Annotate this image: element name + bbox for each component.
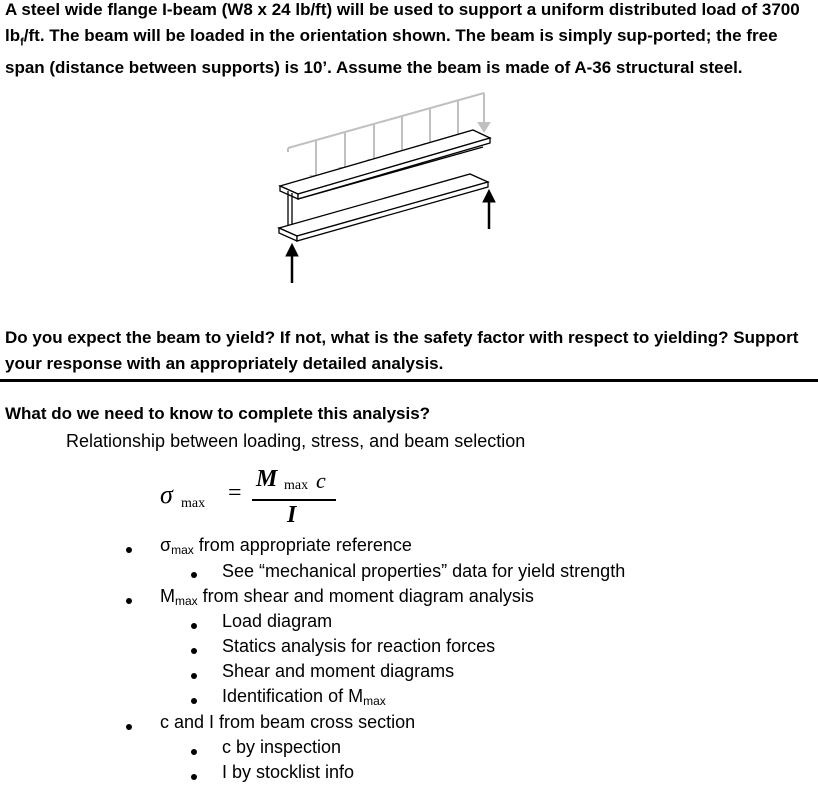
section-heading: What do we need to know to complete this analysis? [5,404,431,423]
formula-moment-sub: max [284,478,309,493]
problem-statement: A steel wide flange I-beam (W8 x 24 lb/ft) will be used to support a uniform distributed load of 3700 $lb_f/ft$. The beam will be loaded in the orientation shown. The beam is simply sup-ported; the free span (distance between supports) is 10’. Assume the beam is made of A-36 structural steel. [5,0,800,78]
question: Do you expect the beam to yield? If not, what is the safety factor with respect to yielding? Support your response with an appropriately detailed analysis. [5,328,799,373]
list-item: Identification of $M_{max}$ [222,686,386,708]
divider [0,379,818,382]
list-item: Statics analysis for reaction forces [222,636,496,656]
bullet-icon [191,572,197,578]
bullet-icon [126,598,132,604]
list-item: See “mechanical properties” data for yield strength [222,561,626,581]
bullet-icon [191,749,197,755]
list-item: $\sigma_{max}$ from appropriate reference [160,535,412,557]
bullet-icon [191,648,197,654]
bullet-icon [191,623,197,629]
i-beam-icon [279,130,490,241]
list-item: c by inspection [222,737,342,757]
subscript-f: f [20,35,24,48]
formula-equals: = [228,480,242,506]
formula-moment: M [256,466,278,492]
formula-sigma: σ [160,480,173,509]
bullet-icon [126,547,132,553]
list-item: c and I from beam cross section [160,712,416,732]
fraction-bar [252,499,336,501]
list-item: $M_{max}$ from shear and moment diagram analysis [160,586,534,608]
bullet-icon [191,774,197,780]
formula-sigma-sub: max [181,496,206,511]
bullet-icon [126,724,132,730]
list-item: Shear and moment diagrams [222,661,455,681]
bullet-icon [191,673,197,679]
stress-formula [160,466,350,530]
list-item: I by stocklist info [222,762,355,782]
formula-c: c [316,468,326,493]
beam-diagram [0,0,818,300]
list-item: Load diagram [222,611,333,631]
section-subheading: Relationship between loading, stress, and beam selection [66,431,526,451]
bullet-icon [191,698,197,704]
formula-inertia: I [287,502,297,528]
